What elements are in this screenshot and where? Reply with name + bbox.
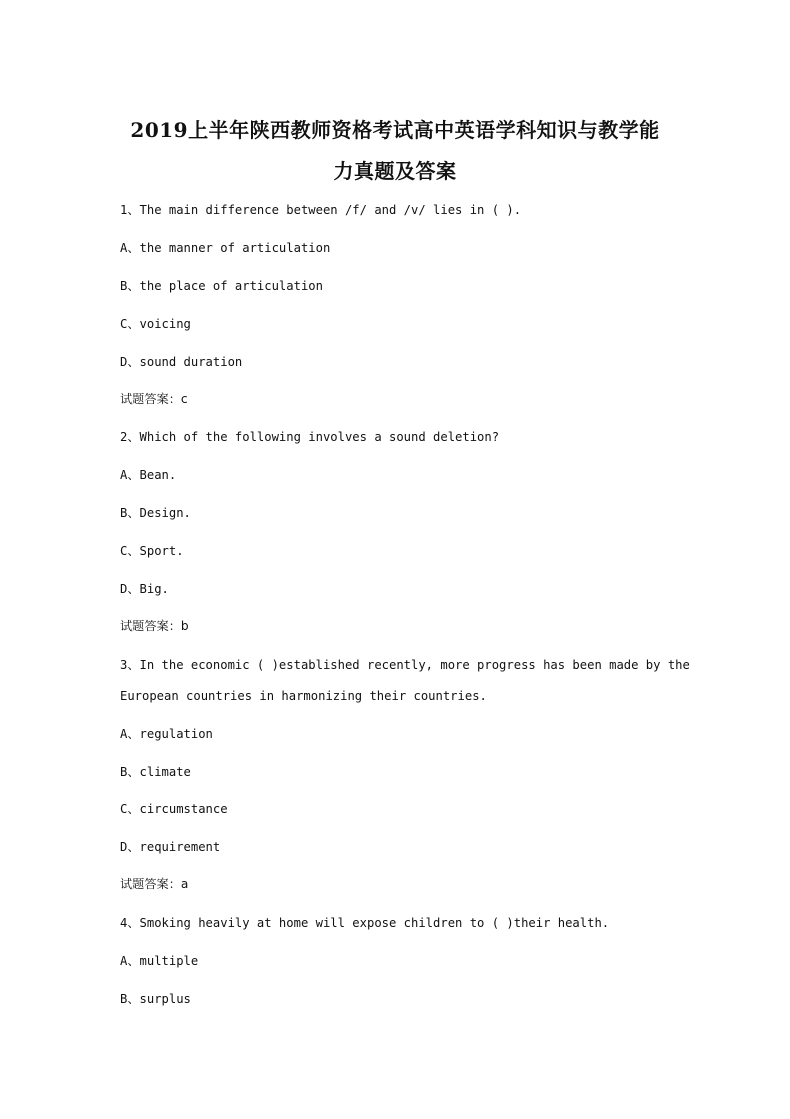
question-2-option-a: A、Bean. <box>120 468 177 482</box>
question-1-option-b: B、the place of articulation <box>120 279 323 293</box>
question-3-option-b: B、climate <box>120 765 191 779</box>
question-1-option-a: A、the manner of articulation <box>120 241 331 255</box>
question-3-option-a: A、regulation <box>120 727 213 741</box>
question-2-option-b: B、Design. <box>120 506 191 520</box>
document-title-line-1: 2019上半年陕西教师资格考试高中英语学科知识与教学能 <box>130 118 660 142</box>
question-4-option-b: B、surplus <box>120 992 191 1006</box>
question-3-answer: 试题答案：a <box>120 877 189 891</box>
question-1-option-c: C、voicing <box>120 317 191 331</box>
document-title-line-2: 力真题及答案 <box>333 159 457 183</box>
question-3-option-c: C、circumstance <box>120 802 228 816</box>
question-1-stem: 1、The main difference between /f/ and /v/ lies in ( ). <box>120 203 522 217</box>
question-2-option-c: C、Sport. <box>120 544 184 558</box>
question-4-stem: 4、Smoking heavily at home will expose children to ( )their health. <box>120 916 610 930</box>
question-2-option-d: D、Big. <box>120 582 169 596</box>
question-2-stem: 2、Which of the following involves a sound deletion? <box>120 430 500 444</box>
question-3-stem-line-2: European countries in harmonizing their countries. <box>120 689 487 703</box>
question-2-answer: 试题答案：b <box>120 619 189 633</box>
question-3-option-d: D、requirement <box>120 840 221 854</box>
question-3-stem-line-1: 3、In the economic ( )established recently, more progress has been made by the <box>120 658 690 672</box>
question-1-answer: 试题答案：c <box>120 392 188 406</box>
question-4-option-a: A、multiple <box>120 954 199 968</box>
question-1-option-d: D、sound duration <box>120 355 243 369</box>
